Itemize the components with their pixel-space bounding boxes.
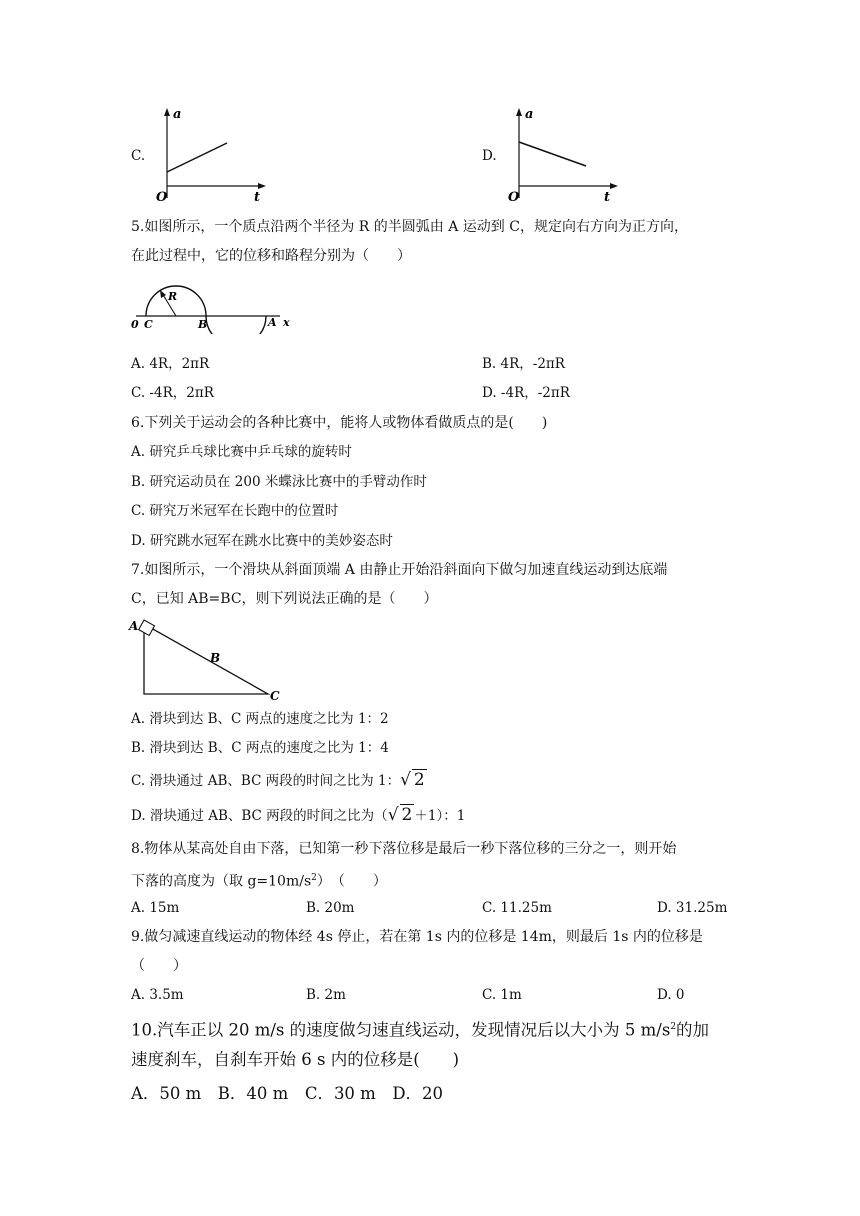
graph-d-y-label: a [525, 107, 534, 122]
q8-line2-text: 下落的高度为（取 g=10m/s [131, 873, 312, 890]
q5-fig-c: C [144, 318, 153, 331]
q9-line2: （ ） [131, 958, 187, 974]
q6-option-c: C. 研究万米冠军在长跑中的位置时 [131, 503, 339, 519]
q6-line1: 6.下列关于运动会的各种比赛中，能将人或物体看做质点的是( ) [131, 415, 548, 431]
q6-option-d: D. 研究跳水冠军在跳水比赛中的美妙姿态时 [131, 533, 393, 549]
q7-option-c-sqrt: √ 2 [400, 770, 425, 790]
q7-option-c [131, 770, 427, 791]
q8-line2-sup: 2 [311, 873, 317, 883]
q5-line1: 5.如图所示，一个质点沿两个半径为 R 的半圆弧由 A 运动到 C，规定向右方向为正方向， [131, 219, 688, 235]
q8-line2-tail: ） （ ） [316, 873, 387, 890]
q7-line1: 7.如图所示，一个滑块从斜面顶端 A 由静止开始沿斜面向下做匀加速直线运动到达底端 [131, 562, 668, 578]
q5-fig-a: A [268, 316, 277, 329]
q5-option-a: A. 4R，2πR [131, 356, 210, 372]
graph-d-origin: O [508, 190, 520, 204]
q7-option-c-radicand: 2 [413, 770, 425, 790]
q7-option-b: B. 滑块到达 B、C 两点的速度之比为 1：4 [131, 740, 389, 756]
q8-option-a: A. 15m [131, 900, 180, 916]
graph-c-label: C. [131, 148, 146, 164]
q7-incline-figure [126, 614, 286, 702]
q5-fig-b: B [198, 318, 208, 331]
q7-option-d-text-post: ＋1）：1 [414, 808, 466, 824]
q5-option-d: D. -4R，-2πR [482, 385, 570, 401]
q10-line1-sup: 2 [670, 1022, 677, 1032]
q7-option-d-radicand: 2 [401, 805, 413, 825]
q6-option-a: A. 研究乒乓球比赛中乒乓球的旋转时 [131, 444, 352, 460]
q7-fig-a: A [129, 619, 139, 633]
q5-option-b: B. 4R，-2πR [482, 356, 565, 372]
q7-line2: C，已知 AB=BC，则下列说法正确的是（ ） [131, 591, 438, 607]
q5-fig-x: x [283, 316, 290, 329]
q10-line1-text: 10.汽车正以 20 m/s 的速度做匀速直线运动，发现情况后以大小为 5 m/s [131, 1020, 671, 1040]
q7-option-d [131, 805, 465, 826]
graph-c-origin: O [156, 190, 168, 204]
graph-c [150, 100, 270, 204]
q5-fig-zero: 0 [131, 318, 139, 331]
q10-options: A．50 m B．40 m C．30 m D．20 [131, 1084, 444, 1103]
q9-line1: 9.做匀减速直线运动的物体经 4s 停止，若在第 1s 内的位移是 14m，则最后 1s 内的位移是 [131, 929, 703, 945]
q5-option-c: C. -4R，2πR [131, 385, 214, 401]
q9-option-d: D. 0 [657, 987, 685, 1003]
q9-option-c: C. 1m [482, 987, 522, 1003]
graph-c-x-label: t [254, 190, 261, 204]
q7-option-d-sqrt: √ 2 [387, 805, 413, 825]
q7-option-d-text-pre: D. 滑块通过 AB、BC 两段的时间之比为（ [131, 808, 388, 824]
graph-c-y-label: a [173, 107, 182, 122]
q5-semicircle-figure [128, 278, 298, 334]
q10-line1-tail: 的加 [676, 1020, 710, 1040]
graph-d-x-label: t [604, 190, 611, 204]
q8-line1: 8.物体从某高处自由下落，已知第一秒下落位移是最后一秒下落位移的三分之一，则开始 [131, 841, 677, 857]
q10-line1 [131, 1015, 709, 1043]
graph-d [502, 100, 622, 204]
q7-fig-c: C [270, 689, 280, 702]
q7-option-c-text: C. 滑块通过 AB、BC 两段的时间之比为 1： [131, 773, 401, 789]
graph-d-label: D. [482, 148, 497, 164]
q8-option-d: D. 31.25m [657, 900, 728, 916]
q6-option-b: B. 研究运动员在 200 米蝶泳比赛中的手臂动作时 [131, 474, 427, 490]
q8-option-b: B. 20m [306, 900, 355, 916]
q10-line2: 速度刹车，自刹车开始 6 s 内的位移是( ) [131, 1050, 460, 1069]
q8-option-c: C. 11.25m [482, 900, 552, 916]
q5-line2: 在此过程中，它的位移和路程分别为（ ） [131, 248, 411, 264]
q7-fig-b: B [210, 651, 221, 665]
q9-option-b: B. 2m [306, 987, 346, 1003]
q5-fig-r: R [168, 290, 178, 303]
q8-line2 [131, 868, 387, 892]
q7-option-a: A. 滑块到达 B、C 两点的速度之比为 1：2 [131, 711, 389, 727]
q9-option-a: A. 3.5m [131, 987, 184, 1003]
